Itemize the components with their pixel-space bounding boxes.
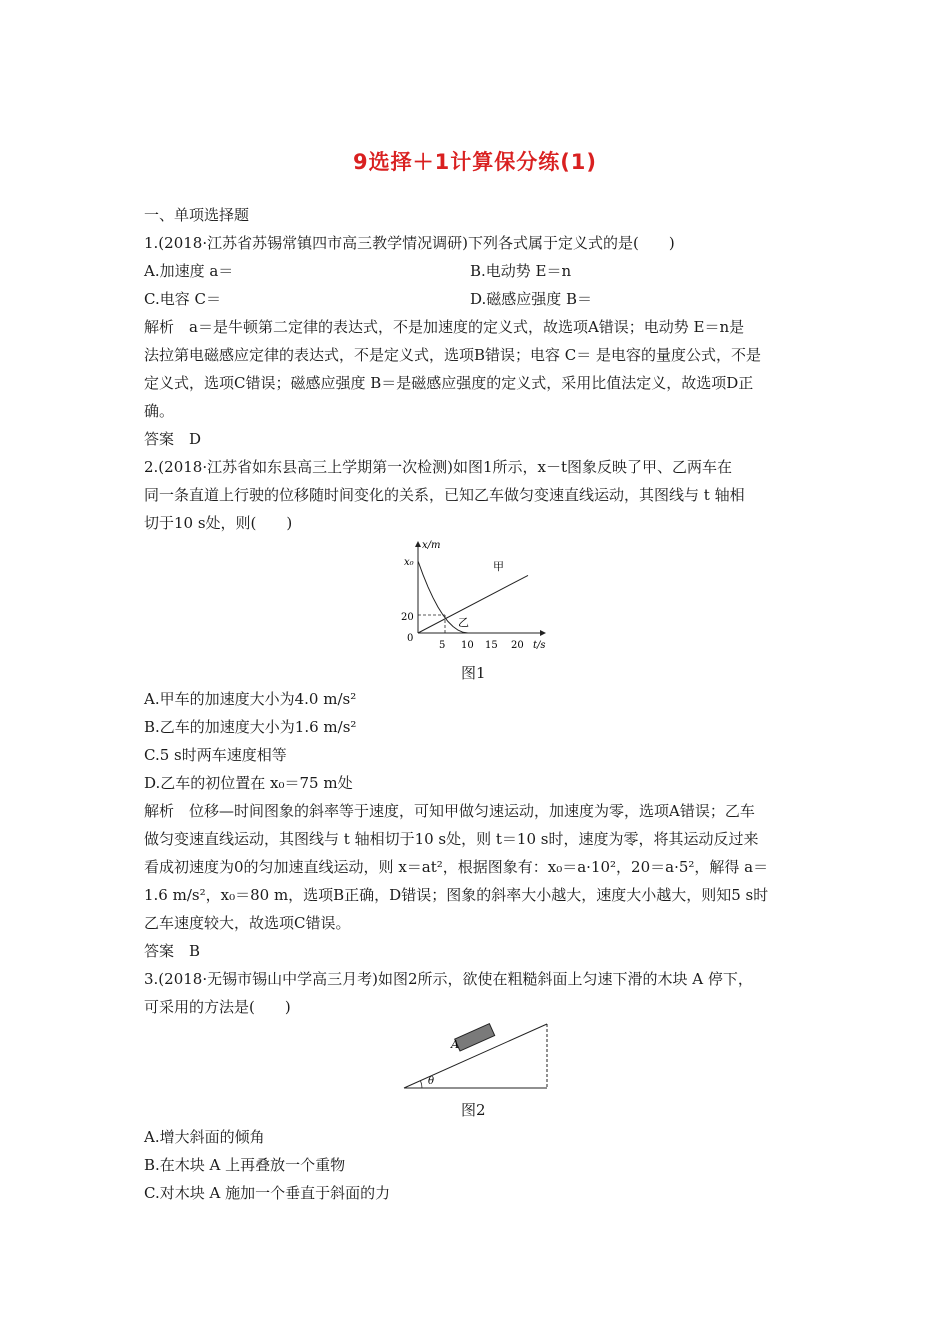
series-label-yi: 乙 <box>458 616 469 629</box>
y-tick-label: 0 <box>407 633 414 644</box>
x-tick-label: 5 <box>439 640 446 651</box>
x-tick-label: 10 <box>461 640 474 651</box>
q2-stem-line: 同一条直道上行驶的位移随时间变化的关系，已知乙车做匀变速直线运动，其图线与 t 轴相 <box>144 486 745 504</box>
page-title: 9选择＋1计算保分练(1) <box>352 150 598 174</box>
q2-option-c: C.5 s时两车速度相等 <box>144 746 287 764</box>
q2-stem-line: 切于10 s处，则( ) <box>144 514 293 532</box>
q2-analysis-line: 看成初速度为0的匀加速直线运动，则 x＝at²，根据图象有：x₀＝a·10²，20＝a·5²，解得 a＝ <box>144 858 769 876</box>
incline-diagram <box>400 1018 560 1094</box>
q1-stem: 1.(2018·江苏省苏锡常镇四市高三教学情况调研)下列各式属于定义式的是( ) <box>144 234 675 252</box>
x-tick-label: 20 <box>511 640 524 651</box>
q2-option-a: A.甲车的加速度大小为4.0 m/s² <box>144 690 357 708</box>
xt-graph <box>390 536 560 656</box>
q2-analysis-line: 1.6 m/s²，x₀＝80 m，选项B正确，D错误；图象的斜率大小越大，速度大小越大，则知5 s时 <box>144 886 769 904</box>
series-jia-line <box>418 575 528 633</box>
x-axis-label: t/s <box>533 640 546 651</box>
figure-1-caption: 图1 <box>461 664 486 682</box>
q1-analysis-line: 法拉第电磁感应定律的表达式，不是定义式，选项B错误；电容 C＝ 是电容的量度公式，不是 <box>144 346 762 364</box>
block-a <box>455 1024 495 1051</box>
q2-option-d: D.乙车的初位置在 x₀＝75 m处 <box>144 774 353 792</box>
q1-option-d: D.磁感应强度 B＝ <box>470 290 593 308</box>
q3-option-b: B.在木块 A 上再叠放一个重物 <box>144 1156 346 1174</box>
q1-option-b: B.电动势 E＝n <box>470 262 572 280</box>
angle-label: θ <box>428 1076 435 1087</box>
y-axis-label: x/m <box>422 540 441 551</box>
y-tick-label: x₀ <box>404 557 414 568</box>
q3-option-a: A.增大斜面的倾角 <box>144 1128 265 1146</box>
q2-analysis-line: 乙车速度较大，故选项C错误。 <box>144 914 351 932</box>
q1-answer: 答案 D <box>144 430 202 448</box>
q1-option-c: C.电容 C＝ <box>144 290 221 308</box>
figure-2-caption: 图2 <box>461 1101 486 1119</box>
angle-arc <box>421 1081 423 1088</box>
q2-analysis-line: 做匀变速直线运动，其图线与 t 轴相切于10 s处，则 t＝10 s时，速度为零，将其运动反过来 <box>144 830 759 848</box>
section-heading: 一、单项选择题 <box>144 206 250 224</box>
q1-analysis-line: 解析 a＝是牛顿第二定律的表达式，不是加速度的定义式，故选项A错误；电动势 E＝n是 <box>144 318 745 336</box>
q2-stem-line: 2.(2018·江苏省如东县高三上学期第一次检测)如图1所示，x－t图象反映了甲、乙两车在 <box>144 458 732 476</box>
q1-analysis-line: 确。 <box>144 402 175 420</box>
q3-stem-line: 可采用的方法是( ) <box>144 998 291 1016</box>
y-tick-label: 20 <box>401 612 414 623</box>
block-label: A <box>451 1038 459 1051</box>
q1-analysis-line: 定义式，选项C错误；磁感应强度 B＝是磁感应强度的定义式，采用比值法定义，故选项D正 <box>144 374 754 392</box>
series-label-jia: 甲 <box>493 560 504 573</box>
q3-stem-line: 3.(2018·无锡市锡山中学高三月考)如图2所示，欲使在粗糙斜面上匀速下滑的木块 A 停下， <box>144 970 753 988</box>
q2-option-b: B.乙车的加速度大小为1.6 m/s² <box>144 718 357 736</box>
q2-answer: 答案 B <box>144 942 201 960</box>
q3-option-c: C.对木块 A 施加一个垂直于斜面的力 <box>144 1184 391 1202</box>
q2-analysis-line: 解析 位移—时间图象的斜率等于速度，可知甲做匀速运动，加速度为零，选项A错误；乙车 <box>144 802 755 820</box>
q1-option-a: A.加速度 a＝ <box>144 262 234 280</box>
x-tick-label: 15 <box>485 640 498 651</box>
